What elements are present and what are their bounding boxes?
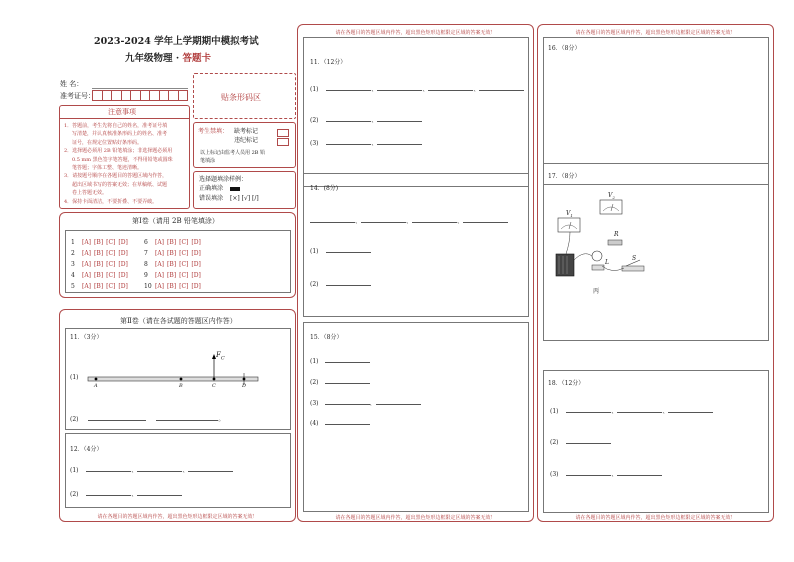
right-warning-top: 请在各题目的答题区域内作答，超出黑色矩形边框限定区域的答案无效！ [575, 30, 736, 36]
q14-label: 14．(8分) [310, 185, 339, 192]
q12-item2: (2) 、 [70, 489, 182, 498]
fill-example-box [193, 171, 296, 209]
mc-option[interactable]: [A] [82, 250, 92, 257]
subtitle-separator: · [172, 53, 183, 64]
right-column [537, 24, 774, 522]
mc-option[interactable]: [A] [155, 283, 165, 290]
label-l: L [605, 259, 609, 266]
q14-area[interactable] [303, 173, 529, 317]
mc-option[interactable]: [D] [191, 283, 201, 290]
q11-item2: (2) 。 [70, 416, 225, 423]
part1-box [59, 212, 296, 298]
part2-title: 第Ⅱ卷（请在各试题的答题区内作答） [120, 317, 237, 325]
examinee-label: 考生禁填： [198, 128, 229, 135]
label-s: S [632, 255, 637, 262]
q11-item1: (1) [70, 374, 79, 381]
lever-diagram [86, 349, 266, 393]
mc-option[interactable]: [D] [191, 239, 201, 246]
mc-option[interactable]: [C] [106, 283, 116, 290]
mc-option[interactable]: [B] [94, 239, 104, 246]
mc-option[interactable]: [C] [179, 261, 189, 268]
q18-area[interactable] [543, 370, 769, 513]
q14-item2: (2) [310, 279, 371, 288]
examinee-box [193, 122, 296, 168]
mc-option[interactable]: [C] [179, 250, 189, 257]
q13-area[interactable] [303, 37, 529, 187]
mc-option[interactable]: [B] [167, 261, 177, 268]
mc-option[interactable]: [D] [118, 283, 128, 290]
mc-row-9 [144, 270, 204, 281]
notice-title: 注意事项 [108, 108, 136, 116]
name-label: 姓 名： [60, 80, 84, 88]
mc-question-number: 3 [71, 261, 75, 268]
q17-label: 17．（8分） [548, 173, 581, 180]
mc-question-number: 5 [71, 283, 75, 290]
mc-option[interactable]: [A] [155, 261, 165, 268]
mc-option[interactable]: [D] [191, 272, 201, 279]
right-warning-bottom: 请在各题目的答题区域内作答，超出黑色矩形边框限定区域的答案无效！ [575, 515, 736, 521]
barcode-area [193, 73, 296, 119]
part1-title: 第Ⅰ卷（请用 2B 铅笔填涂） [132, 217, 219, 225]
mc-option[interactable]: [B] [94, 272, 104, 279]
q15-area[interactable] [303, 322, 529, 512]
mc-option[interactable]: [B] [167, 272, 177, 279]
mc-question-number: 8 [144, 261, 148, 268]
q12-item1: (1) 、 、 [70, 465, 233, 474]
mc-option[interactable]: [A] [82, 283, 92, 290]
q15-item3: (3) 、 [310, 398, 421, 407]
mc-option[interactable]: [C] [106, 272, 116, 279]
subject-name: 九年级物理 [125, 53, 173, 64]
mc-question-number: 1 [71, 239, 75, 246]
mc-option[interactable]: [D] [118, 239, 128, 246]
mc-option[interactable]: [B] [94, 283, 104, 290]
part1-answer-grid [65, 230, 291, 293]
mc-option[interactable]: [A] [155, 239, 165, 246]
q11-left-area[interactable] [65, 328, 291, 430]
mc-question-number: 4 [71, 272, 75, 279]
mc-question-number: 2 [71, 250, 75, 257]
mc-question-number: 7 [144, 250, 148, 257]
mc-option[interactable]: [D] [118, 261, 128, 268]
q15-item2: (2) [310, 377, 370, 386]
lever-point-c: C [212, 383, 216, 389]
mc-row-7 [144, 248, 204, 259]
mc-option[interactable]: [D] [118, 250, 128, 257]
mc-row-2 [71, 248, 131, 259]
q11-left-label: 11．（3分） [70, 334, 103, 341]
correct-fill-sample [230, 187, 240, 191]
examinee-note: 以上标记由监考人员用 2B 铅 笔填涂 [200, 150, 266, 164]
lever-point-b: B [179, 383, 183, 389]
mc-option[interactable]: [B] [167, 239, 177, 246]
lever-point-a: A [94, 383, 98, 389]
label-r: R [614, 231, 619, 238]
mc-option[interactable]: [B] [167, 283, 177, 290]
middle-column [297, 24, 534, 522]
mc-option[interactable]: [D] [118, 272, 128, 279]
mc-option[interactable]: [D] [191, 261, 201, 268]
card-subtitle [125, 50, 211, 64]
mc-option[interactable]: [D] [191, 250, 201, 257]
mc-row-1 [71, 237, 131, 248]
absent-mark-label: 缺考标记 [234, 128, 259, 135]
q14-item1: (1) [310, 246, 371, 255]
part2-box [59, 309, 296, 522]
circuit-diagram [550, 184, 660, 290]
exam-title: 2023-2024 学年上学期期中模拟考试 [94, 36, 259, 47]
mc-option[interactable]: [A] [82, 239, 92, 246]
q18-item3: (3) 、 [550, 469, 662, 478]
q15-item1: (1) [310, 356, 370, 365]
circuit-caption: 丙 [593, 288, 600, 295]
middle-warning-bottom: 请在各题目的答题区域内作答，超出黑色矩形边框限定区域的答案无效！ [335, 515, 496, 521]
mc-option[interactable]: [B] [94, 250, 104, 257]
label-v2: $V_2$ [608, 192, 615, 201]
wrong-fill-samples: [×] [√] [/] [230, 195, 259, 202]
mc-option[interactable]: [A] [155, 250, 165, 257]
part2-warning: 请在各题目的答题区域内作答，超出黑色矩形边框限定区域的答案无效！ [97, 514, 258, 520]
mc-row-3 [71, 259, 131, 270]
q18-label: 18．（12分） [548, 380, 585, 387]
mc-option[interactable]: [C] [179, 239, 189, 246]
lever-point-d: D [242, 383, 247, 389]
q12-label: 12．（4分） [70, 446, 103, 453]
mc-option[interactable]: [A] [155, 272, 165, 279]
label-v1: $V_1$ [566, 210, 573, 219]
mc-option[interactable]: [C] [106, 261, 116, 268]
mc-row-4 [71, 270, 131, 281]
cheat-mark-label: 违纪标记 [234, 137, 259, 144]
q13-label: 11．（12分） [310, 59, 347, 66]
mc-row-5 [71, 281, 131, 292]
mc-row-8 [144, 259, 204, 270]
name-line[interactable] [92, 88, 188, 89]
mc-option[interactable]: [B] [167, 250, 177, 257]
cheat-mark-box[interactable] [277, 138, 289, 146]
wrong-fill-label: 错误填涂 [199, 195, 224, 202]
absent-mark-box[interactable] [277, 129, 289, 137]
q17-area[interactable] [543, 163, 769, 341]
q12-area[interactable] [65, 433, 291, 508]
q18-item2: (2) [550, 437, 611, 446]
mc-question-number: 10 [144, 283, 152, 290]
ticket-number-cells[interactable] [92, 90, 188, 101]
q18-item1: (1) 、 、 [550, 406, 713, 415]
mc-option[interactable]: [C] [179, 283, 189, 290]
mc-option[interactable]: [A] [82, 261, 92, 268]
q13-item3: (3) 、 [310, 138, 422, 147]
q15-label: 15．（8分） [310, 334, 343, 341]
middle-warning-top: 请在各题目的答题区域内作答，超出黑色矩形边框限定区域的答案无效！ [335, 30, 496, 36]
mc-option[interactable]: [C] [106, 239, 116, 246]
correct-fill-label: 正确填涂 [199, 185, 224, 192]
q15-item4: (4) [310, 418, 370, 427]
card-name: 答题卡 [182, 53, 211, 64]
q16-label: 16．（8分） [548, 45, 581, 52]
notice-box [59, 105, 190, 209]
q14-blanks: 、 、 、 [310, 216, 508, 225]
notice-text: 1．答题前，考生先将自己的姓名，准考证号填 写清楚，并认真核准条形码上的姓名、准考 证号，在规定位置贴好条形码。 2．选择题必须用 2B 铅笔填涂；非选择题必须用 0.5 mm 黑色签字笔答题，不得用铅笔或圆珠 笔答题；字体工整、笔迹清晰。 3．请按题号顺序在各题目的答题区域内作答， 超出区域书写的答案无效；在草稿纸、试题 卷上答题无效。 4．保持卡面清洁，不要折叠、不要弄破。 [64, 123, 173, 205]
mc-row-10 [144, 281, 204, 292]
mc-option[interactable]: [B] [94, 261, 104, 268]
mc-question-number: 9 [144, 272, 148, 279]
fill-example-title: 选择题填涂样例： [199, 176, 248, 183]
force-label: $F_C$ [216, 351, 225, 362]
mc-option[interactable]: [C] [179, 272, 189, 279]
q13-item1: (1) 、 、 、 [310, 84, 524, 93]
q13-item2: (2) 、 [310, 115, 422, 124]
mc-option[interactable]: [A] [82, 272, 92, 279]
mc-option[interactable]: [C] [106, 250, 116, 257]
mc-question-number: 6 [144, 239, 148, 246]
barcode-label: 贴条形码区 [221, 93, 261, 102]
ticket-label: 准考证号： [60, 92, 95, 100]
mc-row-6 [144, 237, 204, 248]
